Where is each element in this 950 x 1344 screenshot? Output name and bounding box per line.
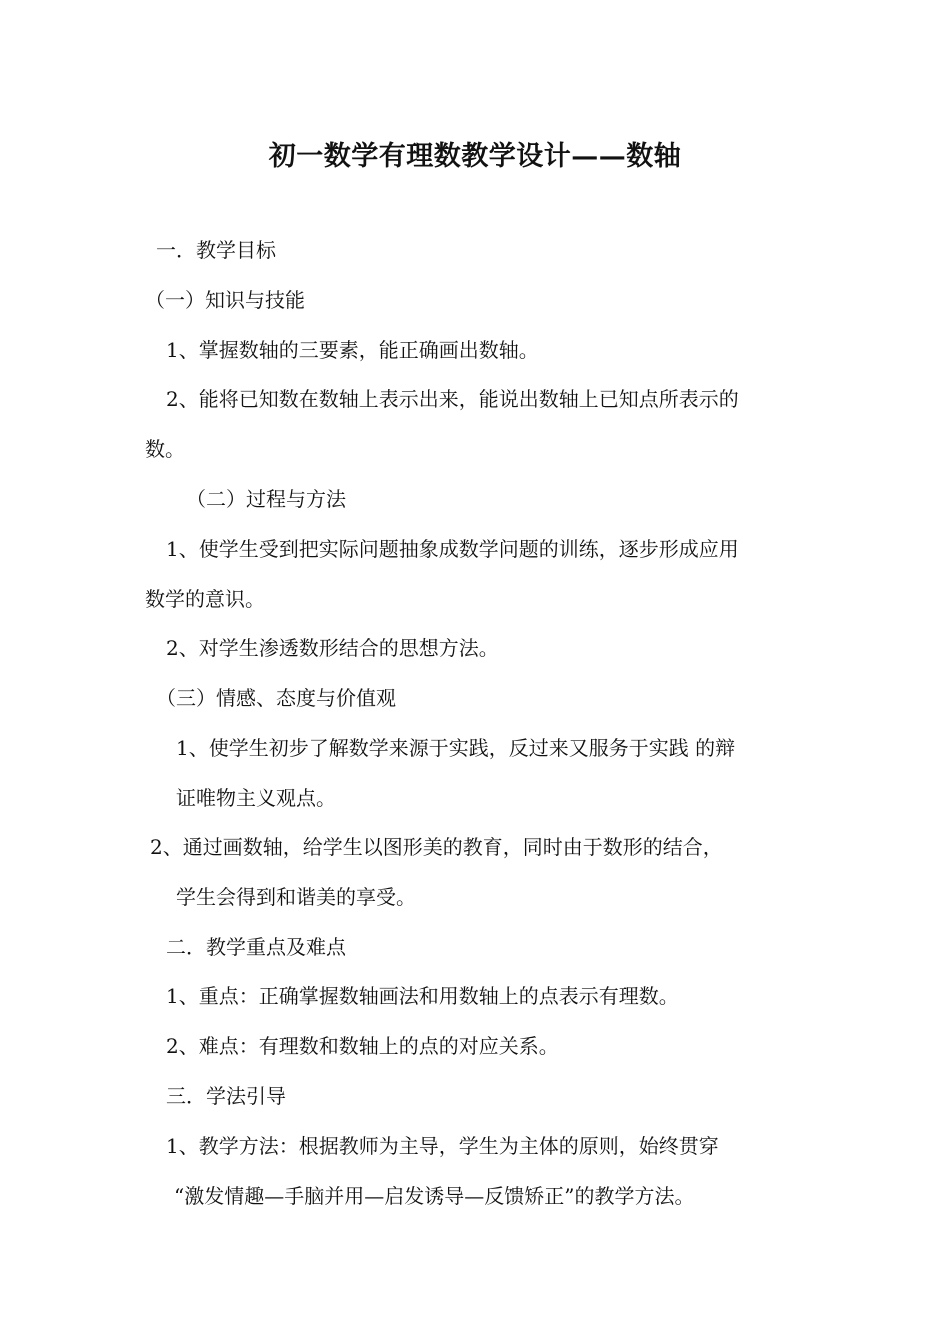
paragraph-line: 1、掌握数轴的三要素，能正确画出数轴。 (166, 338, 539, 362)
paragraph-line: 1、教学方法：根据教师为主导，学生为主体的原则，始终贯穿 (166, 1134, 719, 1158)
section-heading-study-guidance: 三．学法引导 (166, 1084, 286, 1108)
subsection-heading-process: （二）过程与方法 (186, 487, 346, 511)
paragraph-line: “激发情趣—手脑并用—启发诱导—反馈矫正”的教学方法。 (174, 1184, 695, 1208)
section-heading-key-points: 二．教学重点及难点 (166, 935, 346, 959)
paragraph-line: 2、对学生渗透数形结合的思想方法。 (166, 636, 499, 660)
paragraph-line: 2、通过画数轴，给学生以图形美的教育，同时由于数形的结合， (150, 835, 723, 859)
paragraph-line: 1、重点：正确掌握数轴画法和用数轴上的点表示有理数。 (166, 984, 679, 1008)
paragraph-line: 数学的意识。 (145, 587, 265, 611)
subsection-heading-knowledge: （一）知识与技能 (145, 288, 305, 312)
subsection-heading-emotion: （三）情感、态度与价值观 (156, 686, 396, 710)
paragraph-line: 证唯物主义观点。 (176, 786, 336, 810)
paragraph-line: 数。 (145, 437, 185, 461)
paragraph-line: 2、难点：有理数和数轴上的点的对应关系。 (166, 1034, 559, 1058)
paragraph-line: 1、使学生受到把实际问题抽象成数学问题的训练，逐步形成应用 (166, 537, 739, 561)
paragraph-line: 1、使学生初步了解数学来源于实践，反过来又服务于实践 的辩 (176, 736, 736, 760)
paragraph-line: 2、能将已知数在数轴上表示出来，能说出数轴上已知点所表示的 (166, 387, 739, 411)
section-heading-objectives: 一．教学目标 (156, 238, 276, 262)
paragraph-line: 学生会得到和谐美的享受。 (176, 885, 416, 909)
document-title: 初一数学有理数教学设计——数轴 (268, 141, 682, 172)
